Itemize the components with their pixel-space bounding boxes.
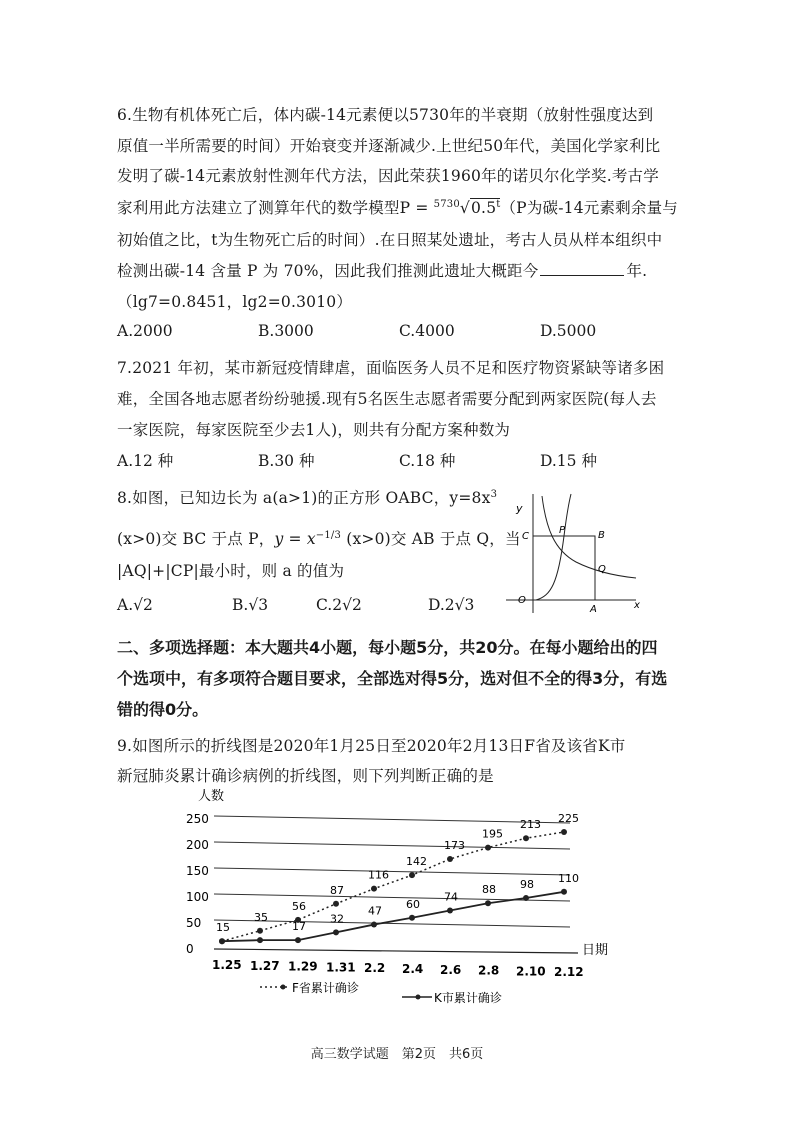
q6-line-4: 家利用此方法建立了测算年代的数学模型$P = ^{5730}√0.5^t(P$为碳-14元素剩余量与: [117, 198, 678, 217]
fig-label-y: y: [516, 502, 523, 515]
k-data-label: 47: [368, 904, 382, 918]
legend-k-label: K市累计确诊: [434, 991, 502, 1005]
chart-point-labels: [216, 812, 579, 934]
fig-label-q: Q: [598, 564, 606, 575]
q7-option-b[interactable]: B.30 种: [258, 452, 315, 470]
f-data-label: 173: [444, 839, 465, 853]
f-data-label: 56: [292, 899, 306, 913]
y-tick-label: 50: [186, 916, 202, 930]
series-f-point: [371, 886, 377, 892]
q6-option-a[interactable]: A.2000: [117, 322, 173, 340]
y-tick-label: 200: [186, 838, 209, 852]
q9-line-chart: [170, 784, 620, 1014]
q6-line-6: 检测出碳-14 含量 P 为 70%，因此我们推测此遗址大概距今 年.: [117, 262, 648, 280]
q8-line-1: 8.如图，已知边长为 a(a>1)的正方形 OABC，$y=8x^3$: [117, 488, 498, 507]
x-tick-label: 2.6: [440, 962, 462, 977]
q7-line-3: 一家医院，每家医院至少去1人)，则共有分配方案种数为: [117, 421, 511, 439]
series-f-point: [447, 856, 453, 862]
k-data-label: 98: [520, 878, 534, 892]
f-data-label: 142: [406, 855, 427, 869]
q6-radicand: 0.5$^t$: [471, 198, 501, 217]
series-k-point: [333, 929, 339, 935]
k-data-label: 110: [558, 871, 579, 885]
q8-option-a[interactable]: A.√2: [117, 596, 153, 614]
series-f-point: [561, 829, 567, 835]
answer-blank[interactable]: [540, 261, 624, 276]
k-data-label: 74: [444, 890, 458, 904]
q8-line-2: (x>0)交 BC 于点 P，$y = x^{-1/3}$ (x>0)交 AB 于点 Q，当: [117, 529, 521, 548]
q6-option-b[interactable]: B.3000: [258, 322, 314, 340]
series-f-line: [222, 832, 564, 941]
legend-k: [402, 990, 502, 1005]
f-data-label: 35: [254, 910, 268, 924]
x-tick-label: 1.27: [250, 958, 280, 973]
grid-line: [214, 816, 570, 823]
q7-option-d[interactable]: D.15 种: [540, 452, 597, 470]
f-data-label: 87: [330, 883, 344, 897]
q8-figure: [496, 488, 656, 618]
x-axis: [214, 949, 578, 953]
k-data-label: 17: [292, 920, 306, 934]
x-tick-label: 2.10: [516, 964, 546, 979]
x-tick-label: 1.29: [288, 959, 318, 974]
fig-label-a: A: [590, 604, 597, 615]
grid-line: [214, 868, 570, 875]
q7-line-2: 难，全国各地志愿者纷纷驰援.现有5名医生志愿者需要分配到两家医院(每人去: [117, 390, 657, 408]
legend-f-label: F省累计确诊: [292, 981, 359, 995]
series-k-point: [295, 937, 301, 943]
q8-option-b[interactable]: B.√3: [232, 596, 269, 614]
x-tick-label: 2.2: [364, 961, 386, 976]
q6-option-c[interactable]: C.4000: [399, 322, 455, 340]
q9-line-2: 新冠肺炎累计确诊病例的折线图，则下列判断正确的是: [117, 767, 494, 785]
q8-option-c[interactable]: C.2√2: [316, 596, 362, 614]
chart-x-ticks: [212, 958, 584, 979]
grid-line: [214, 842, 570, 849]
x-tick-label: 2.4: [402, 962, 424, 976]
fig-label-b: B: [598, 530, 605, 541]
series-f-point: [257, 928, 263, 934]
q6-line-5: 初始值之比，t为生物死亡后的时间）.在日照某处遗址，考古人员从样本组织中: [117, 231, 663, 249]
series-k-point: [219, 938, 225, 944]
q6-option-d[interactable]: D.5000: [540, 322, 597, 340]
series-f-province: [219, 829, 567, 944]
series-f-point: [409, 872, 415, 878]
series-k-point: [561, 889, 567, 895]
q8-option-d[interactable]: D.2√3: [428, 596, 475, 614]
q7-option-a[interactable]: A.12 种: [117, 452, 174, 470]
q8-formula-exponent: −1/3: [315, 529, 342, 541]
f-data-label: 225: [558, 812, 579, 825]
y-tick-label: 250: [186, 812, 209, 826]
q9-line-1: 9.如图所示的折线图是2020年1月25日至2020年2月13日F省及该省K市: [117, 737, 626, 755]
section-2-line-2: 个选项中，有多项符合题目要求，全部选对得5分，选对但不全的得3分，有选: [117, 669, 668, 688]
q8-line-3: |AQ|+|CP|最小时，则 a 的值为: [117, 562, 345, 580]
series-k-line: [222, 892, 564, 941]
chart-y-ticks: [186, 812, 209, 956]
fig-label-p: P: [559, 525, 566, 536]
q6-root-index: 5730: [433, 198, 460, 210]
x-tick-label: 2.8: [478, 963, 500, 978]
chart-y-label: 人数: [198, 789, 225, 804]
k-data-label: 32: [330, 912, 344, 926]
q8-exponent: 3: [490, 488, 498, 500]
q8-formula: y = x: [274, 530, 316, 548]
q6-line-7: （lg7=0.8451，lg2=0.3010）: [117, 293, 353, 311]
x-tick-label: 1.31: [326, 960, 356, 975]
q6-model-desc: （P为碳-14元素剩余量与: [500, 199, 678, 217]
q6-line-1: 6.生物有机体死亡后，体内碳-14元素便以5730年的半衰期（放射性强度达到: [117, 106, 654, 124]
x-tick-label: 1.25: [212, 958, 242, 972]
fig-label-c: C: [522, 531, 529, 542]
y-tick-label: 0: [186, 942, 194, 956]
q7-option-c[interactable]: C.18 种: [399, 452, 456, 470]
series-k-point: [371, 922, 377, 928]
series-k-point: [523, 895, 529, 901]
q6-exponent: t: [496, 198, 501, 210]
section-2-line-1: 二、多项选择题：本大题共4小题，每小题5分，共20分。在每小题给出的四: [117, 638, 658, 657]
q6-model-text: 家利用此方法建立了测算年代的数学模型P =: [117, 199, 434, 217]
k-data-label: 88: [482, 883, 496, 897]
x-tick-label: 2.12: [554, 965, 584, 980]
y-tick-label: 150: [186, 864, 209, 878]
f-data-label: 195: [482, 827, 503, 841]
series-k-point: [447, 908, 453, 914]
series-k-point: [409, 915, 415, 921]
fig-label-o: O: [518, 595, 526, 606]
y-tick-label: 100: [186, 890, 209, 904]
k-data-label: 60: [406, 897, 420, 911]
q6-line-3: 发明了碳-14元素放射性测年代方法，因此荣获1960年的诺贝尔化学奖.考古学: [117, 167, 659, 185]
series-f-point: [523, 835, 529, 841]
legend-f: [260, 980, 359, 995]
chart-x-label: 日期: [582, 943, 609, 958]
q6-line-2: 原值一半所需要的时间）开始衰变并逐渐减少.上世纪50年代，美国化学家利比: [117, 137, 661, 155]
fig-label-x: x: [634, 600, 640, 611]
f-data-label: 116: [368, 868, 389, 882]
f-data-label: 213: [520, 818, 541, 832]
f-data-label: 15: [216, 921, 230, 935]
series-f-point: [485, 845, 491, 851]
section-2-line-3: 错的得0分。: [117, 700, 209, 719]
page-footer: 高三数学试题 第2页 共6页: [310, 1047, 484, 1062]
series-f-point: [333, 901, 339, 907]
q7-line-1: 7.2021 年初，某市新冠疫情肆虐，面临医务人员不足和医疗物资紧缺等诸多困: [117, 359, 665, 377]
series-k-point: [257, 937, 263, 943]
series-k-point: [485, 900, 491, 906]
